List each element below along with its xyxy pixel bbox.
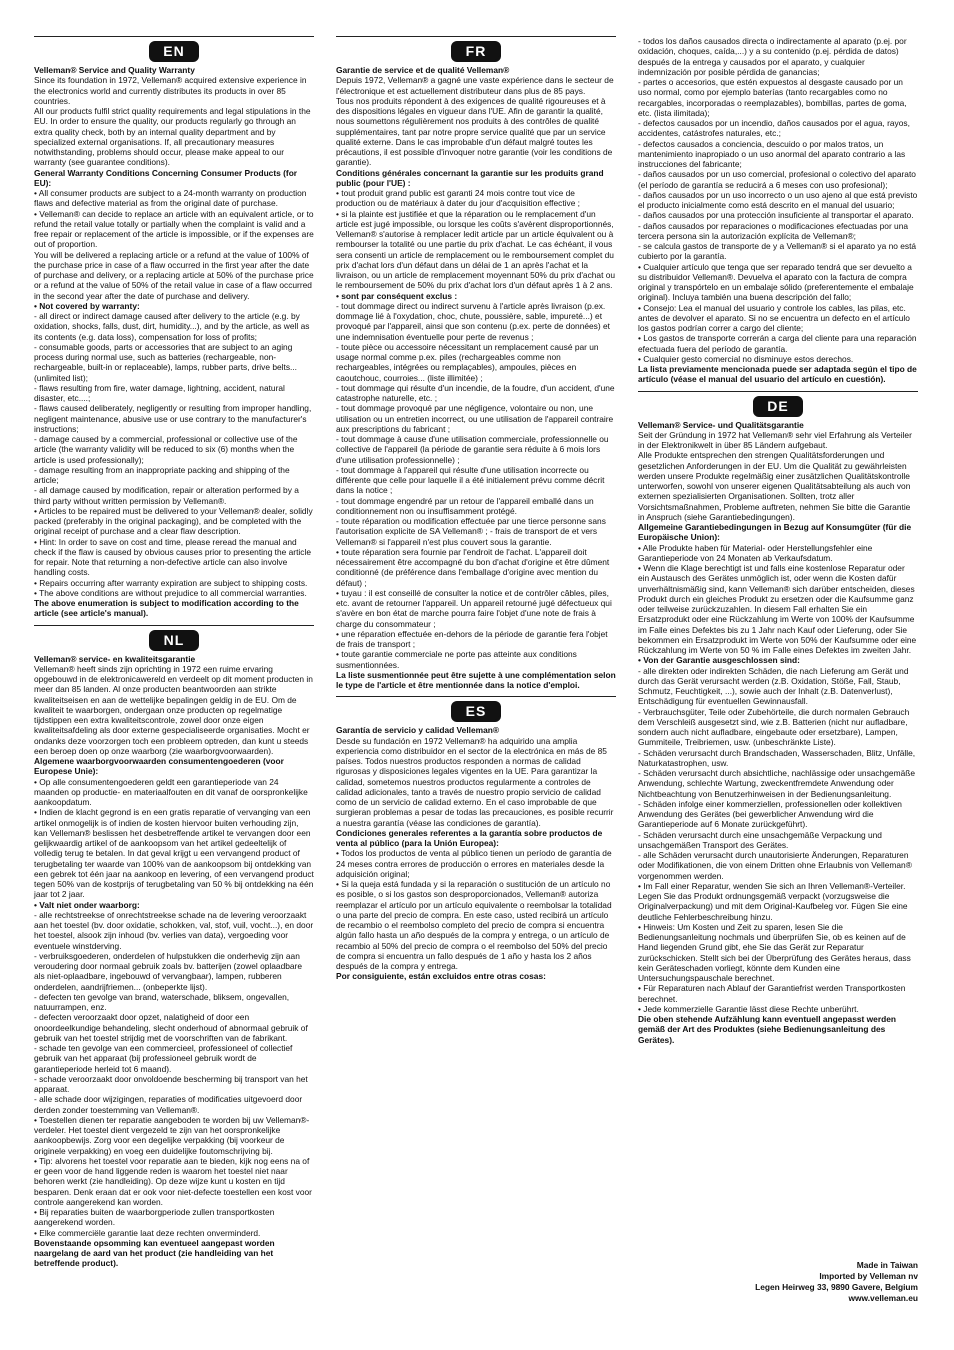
address-line: Legen Heirweg 33, 9890 Gavere, Belgium (755, 1281, 918, 1292)
importer-line: Imported by Velleman nv (819, 1270, 918, 1281)
exclusions-text: - todos los daños causados directa o indirectamente al aparato (p.ej. por oxidación, choques, caída,...) y a su contenido (p.ej. pérdida de datos) después de la entrega y causados por el aparato, y cualquier indemnización por posible pérdida de ganancias; - partes o accesorios, que estén expuestos al desgaste causado por un uso normal, como por ejemplo baterías (tanto recargables como no recargables, incorporadas o reemplazables), bombillas, partes de goma, etc. (lista ilimitada); - defectos causados por un incendio, daños causados por el agua, rayos, accidentes, catástrofes naturales, etc.; - defectos causados a conciencia, descuido o por malos tratos, un mantenimiento inapropiado o un uso anormal del aparato contrario a las instrucciones del fabricante; - daños causados por un uso comercial, profesional o colectivo del aparato (el período de garantía se reducirá a 6 meses con uso profesional); - daños causados por un uso incorrecto o un uso ajeno al que está previsto el producto inicialmente como está descrito en el manual del usuario; - daños causados por una protección insuficiente al transportar el aparato. - daños causados por reparaciones o modificaciones efectuadas por una tercera persona sin la autorización explícita de Velleman®; - se calcula gastos de transporte de y a Velleman® si el aparato ya no está cubierto por la garantía. • Cualquier artículo que tenga que ser reparado tendrá que ser devuelto a su distribuidor Velleman®. Devuelva el aparato con la factura de compra original y transpórtelo en un embalaje sólido (preferentemente el embalaje original). Incluya también una buena descripción del fallo; • Consejo: Lea el manual del usuario y controle los cables, las pilas, etc. antes de devolver el aparato. Si no se encuentra un defecto en el artículo los gastos podrían correr a cargo del cliente; • Los gastos de transporte correrán a carga del cliente para una reparación efectuada fuera del período de garantía. • Cualquier gesto comercial no disminuye estos derechos. (638, 36, 918, 364)
section-fr (336, 36, 619, 690)
conditions-heading: Algemene waarborgvoorwaarden consumentengoederen (voor Europese Unie): (34, 756, 287, 777)
imprint-footer (638, 1260, 918, 1304)
section-es (336, 696, 616, 981)
intro-text: Seit der Gründung in 1972 hat Velleman® sehr viel Erfahrung als Verteiler in der Elektronikwelt in über 85 Ländern aufgebaut. Alle Produkte entsprechen den strengen Qualitätsforderungen und gesetzlichen Anforderungen in der EU. Um die Qualität zu gewährleisten werden unsere Produkte regelmäßig einer zusätzlichen Qualitätskontrolle unterworfen, sowohl von unserer eigenen Qualitätsabteilung als auch von externen spezialisierten Organisationen. Sollten, trotz aller Vorsichtsmaßnahmen, Probleme auftreten, nehmen Sie bitte die Garantie in Anspruch (siehe Garantiebedingungen). (638, 429, 912, 522)
exclusions-heading: • sont par conséquent exclus : (336, 290, 458, 301)
language-badge-de: DE (753, 396, 803, 417)
conditions-text: • Todos los productos de venta al público tienen un período de garantía de 24 meses contra errores de producción o errores en materiales desde la adquisición original; • Si la queja está fundada y si la reparación o sustitución de un artículo no es posible, o si los gastos son desproporcionados, Velleman® autoriza reemplazar el artículo por un artículo equivalente o reembolsar la totalidad o una parte del precio de compra. En este caso, usted recibirá un artículo de recambio o el reembolso completo del precio de compra si encuentra algún fallo hasta un año después de la compra y entrega, o un artículo de recambio al 50% del precio de compra o el reembolso del 50% del precio de compra si encuentra un fallo después de 1 año y hasta los 2 años después de la compra y entrega. (336, 848, 612, 971)
exclusions-heading: • Von der Garantie ausgeschlossen sind: (638, 655, 800, 666)
intro-text: Depuis 1972, Velleman® a gagné une vaste expérience dans le secteur de l'électronique et est actuellement distributeur dans plus de 85 pays. Tous nos produits répondent à des exigences de qualité rigoureuses et à des dispositions légales en vigueur dans l'UE. Afin de garantir la qualité, nous soumettons régulièrement nos produits à des contrôles de qualité supplémentaires, tant par notre propre service qualité que par un service qualité externe. Dans le cas improbable d'un défaut malgré toutes les précautions, il est possible d'invoquer notre garantie (voir les conditions de garantie). (336, 75, 614, 168)
conditions-text: • All consumer products are subject to a 24-month warranty on production flaws and defective material as from the original date of purchase. • Velleman® can decide to replace an article with an equivalent article, or to refund the retail value totally or partially when the complaint is valid and a free repair or replacement of the article is impossible, or if the expenses are out of proportion. You will be delivered a replacing article or a refund at the value of 100% of the purchase price in case of a flaw occurred in the first year after the date of purchase and delivery, or a replacing article at 50% of the purchase price or a refund at the value of 50% of the retail value in case of a flaw occurred in the second year after the date of purchase and delivery. (34, 188, 314, 301)
section-title: Garantía de servicio y calidad Velleman® (336, 725, 500, 736)
intro-text: Since its foundation in 1972, Velleman® acquired extensive experience in the electronics world and currently distributes its products in over 85 countries. All our products fulfil strict quality requirements and legal stipulations in the EU. In order to ensure the quality, our products regularly go through an extra quality check, both by an internal quality department and by specialized external organisations. If, all precautionary measures notwithstanding, problems should occur, please make appeal to our warranty (see guarantee conditions). (34, 75, 311, 168)
language-badge-fr: FR (451, 41, 501, 62)
section-title: Garantie de service et de qualité Velleman® (336, 65, 510, 75)
column-3 (638, 36, 918, 1051)
closing-note: Bovenstaande opsomming kan eventueel aangepast worden naargelang de aard van het product (zie handleiding van het betreffende product). (34, 1237, 277, 1269)
closing-note: The above enumeration is subject to modification according to the article (see article's manual). (34, 598, 302, 619)
column-1 (34, 36, 314, 1275)
conditions-heading: Condiciones generales referentes a la garantía sobre productos de venta al público (para la Unión Europea): (336, 827, 605, 848)
conditions-heading: General Warranty Conditions Concerning Consumer Products (for EU): (34, 167, 300, 188)
exclusions-text: - alle direkten oder indirekten Schäden, die nach Lieferung am Gerät und durch das Gerät verursacht werden (z.B. Oxidation, Stöße, Fall, Staub, Schmutz, Feuchtigkeit, ...), sowie auch der Inhalt (z.B. Datenverlust), Entschädigung für eventuellen Gewinnausfall. - Verbrauchsgüter, Teile oder Zubehörteile, die durch normalen Gebrauch dem Verschleiß ausgesetzt sind, wie z.B. Batterien (nicht nur aufladbare, sondern auch nicht aufladbare, eingebaute oder ersetzbare), Lampen, Gummiteile, Treibriemen, usw. (unbeschränkte Liste). - Schäden verursacht durch Brandschaden, Wasserschaden, Blitz, Unfälle, Naturkatastrophen, usw. - Schäden verursacht durch absichtliche, nachlässige oder unsachgemäße Anwendung, schlechte Wartung, zweckentfremdete Anwendung oder Nichtbeachtung von Benutzerhinweisen in der Bedienungsanleitung. - Schäden infolge einer kommerziellen, professionellen oder kollektiven Anwendung des Gerätes (bei gewerblicher Anwendung wird die Garantieperiode auf 6 Monate zurückgeführt). - Schäden verursacht durch eine unsachgemäße Verpackung und unsachgemäßen Transport des Gerätes. - alle Schäden verursacht durch unautorisierte Änderungen, Reparaturen oder Modifikationen, die von einem Dritten ohne Erlaubnis von Velleman® vorgenommen werden. • Im Fall einer Reparatur, wenden Sie sich an Ihren Velleman®-Verteiler. Legen Sie das Produkt ordnungsgemäß verpackt (vorzugsweise die Originalverpackung) und mit dem Original-Kaufbeleg vor. Fügen Sie eine deutliche Fehlerbeschreibung hinzu. • Hinweis: Um Kosten und Zeit zu sparen, lesen Sie die Bedienungsanleitung nochmals und überprüfen Sie, ob es keinen auf de Hand liegenden Grund gibt, ehe Sie das Gerät zur Reparatur zurückschicken. Stellt sich bei der Überprüfung des Gerätes heraus, dass kein Geräteschaden vorliegt, könnte dem Kunden eine Untersuchungspauschale berechnet. • Für Reparaturen nach Ablauf der Garantiefrist werden Transportkosten berechnet. • Jede kommerzielle Garantie lässt diese Rechte unberührt. (638, 665, 916, 1014)
language-badge-en: EN (149, 41, 199, 62)
section-title: Velleman® service- en kwaliteitsgarantie (34, 653, 196, 664)
exclusions-text: - alle rechtstreekse of onrechtstreekse schade na de levering veroorzaakt aan het toestel (bv. door oxidatie, schokken, val, stof, vuil, vocht...), en door het toestel, alsook zijn inhoud (bv. verlies van data), vergoeding voor eventuele winstderving. - verbruiksgoederen, onderdelen of hulpstukken die onderhevig zijn aan veroudering door normaal gebruik zoals bv. batterijen (zowel oplaadbare als niet-oplaadbare, ingebouwd of vervangbaar), lampen, rubberen onderdelen, aandrijfriemen... (onbeperkte lijst). - defecten ten gevolge van brand, waterschade, bliksem, ongevallen, natuurrampen, enz. - defecten veroorzaakt door opzet, nalatigheid of door een onoordeelkundige behandeling, slecht onderhoud of abnormaal gebruik of gebruik van het toestel strijdig met de voorschriften van de fabrikant. - schade ten gevolge van een commercieel, professioneel of collectief gebruik van het apparaat (bij professioneel gebruik wordt de garantieperiode herleid tot 6 maand). - schade veroorzaakt door onvoldoende bescherming bij transport van het apparaat. - alle schade door wijzigingen, reparaties of modificaties uitgevoerd door derden zonder toestemming van Velleman®. • Toestellen dienen ter reparatie aangeboden te worden bij uw Velleman®-verdeler. Het toestel dient vergezeld te zijn van het oorspronkelijke aankoopbewijs. Zorg voor een degelijke verpakking (bij voorkeur de originele verpakking) en voeg een duidelijke foutomschrijving bij. • Tip: alvorens het toestel voor reparatie aan te bieden, kijk nog eens na of er geen voor de hand liggende reden is waarom het toestel niet naar behoren werkt (zie handleiding). Op deze wijze kunt u kosten en tijd besparen. Denk eraan dat er ook voor niet-defecte toestellen een kost voor controle aangerekend kan worden. • Bij reparaties buiten de waarborgperiode zullen transportkosten aangerekend worden. • Elke commerciële garantie laat deze rechten onverminderd. (34, 909, 314, 1238)
column-2 (336, 36, 619, 988)
exclusions-text: - tout dommage direct ou indirect survenu à l'article après livraison (p.ex. dommage lié à l'oxydation, choc, chute, poussière, sable, impureté...) et provoqué par l'appareil, ainsi que son contenu (p.ex. perte de données) et une indemnisation éventuelle pour perte de revenus ; - toute pièce ou accessoire nécessitant un remplacement causé par un usage normal comme p.ex. piles (rechargeables comme non rechargeables, intégrées ou remplaçables), ampoules, pièces en caoutchouc, courroies... (liste illimitée) ; - tout dommage qui résulte d'un incendie, de la foudre, d'un accident, d'une catastrophe naturelle, etc. ; - tout dommage provoqué par une négligence, volontaire ou non, une utilisation ou un entretien incorrect, ou une utilisation de l'appareil contraire aux prescriptions du fabricant ; - tout dommage à cause d'une utilisation commerciale, professionnelle ou collective de l'appareil (la période de garantie sera réduite à 6 mois lors d'une utilisation professionnelle) ; - tout dommage à l'appareil qui résulte d'une utilisation incorrecte ou différente que celle pour laquelle il a été initialement prévu comme décrit dans la notice ; - tout dommage engendré par un retour de l'appareil emballé dans un conditionnement non ou insuffisamment protégé. - toute réparation ou modification effectuée par une tierce personne sans l'autorisation explicite de SA Velleman® ; - frais de transport de et vers Velleman® si l'appareil n'est plus couvert sous la garantie. • toute réparation sera fournie par l'endroit de l'achat. L'appareil doit nécessairement être accompagné du bon d'achat d'origine et être dûment conditionné (de préférence dans l'emballage d'origine avec mention du défaut) ; • tuyau : il est conseillé de consulter la notice et de contrôler câbles, piles, etc. avant de retourner l'appareil. Un appareil retourné jugé défectueux qui s'avère en bon état de marche pourra faire l'objet d'une note de frais à charge du consommateur ; • une réparation effectuée en-dehors de la période de garantie fera l'objet de frais de transport ; • toute garantie commerciale ne porte pas atteinte aux conditions susmentionnées. (336, 300, 615, 670)
section-title: Velleman® Service and Quality Warranty (34, 65, 195, 75)
conditions-heading: Allgemeine Garantiebedingungen in Bezug auf Konsumgüter (für die Europäische Union): (638, 522, 914, 543)
origin-line: Made in Taiwan (856, 1260, 918, 1270)
intro-text: Desde su fundación en 1972 Velleman® ha adquirido una amplia experiencia como distribuidor en el sector de la electrónica en más de 85 países. Todos nuestros productos responden a normas de calidad rigurosas y disposiciones legales vigentes en la UE. Para garantizar la calidad, sometemos nuestros productos regularmente a controles de calidad adicionales, tanto a través de nuestro propio servicio de calidad como de un servicio de calidad externo. En el caso improbable de que surgieran problemas a pesar de todas las precauciones, es posible recurrir a nuestra garantía (véase las condiciones de garantía). (336, 735, 616, 828)
closing-note: La lista previamente mencionada puede ser adaptada según el tipo de artículo (véase el manual del usuario del artículo en cuestión). (638, 364, 920, 385)
conditions-text: • tout produit grand public est garanti 24 mois contre tout vice de production ou de matériaux à dater du jour d'acquisition effective ; • si la plainte est justifiée et que la réparation ou le remplacement d'un article est jugé impossible, ou lorsque les coûts s'avèrent disproportionnés, Velleman® s'autorise à remplacer ledit article par un article équivalent ou à rembourser la totalité ou une partie du prix d'achat. Le cas échéant, il vous sera consenti un article de remplacement ou le remboursement complet du prix d'achat lors d'un défaut dans un délai de 1 an après l'achat et la livraison, ou un article de remplacement moyennant 50% du prix d'achat ou le remboursement de 50% du prix d'achat lors d'un défaut après 1 à 2 ans. (336, 188, 616, 291)
language-badge-nl: NL (149, 630, 199, 651)
website-line: www.velleman.eu (848, 1292, 918, 1303)
section-en (34, 36, 314, 619)
conditions-heading: Conditions générales concernant la garantie sur les produits grand public (pour l'UE) : (336, 167, 606, 188)
exclusions-text: - all direct or indirect damage caused after delivery to the article (e.g. by oxidation, shocks, falls, dust, dirt, humidity...), and by the article, as well as its contents (e.g. data loss), compensation for loss of profits; - consumable goods, parts or accessories that are subject to an aging process during normal use, such as batteries (rechargeable, non-rechargeable, built-in or replaceable), lamps, rubber parts, drive belts... (unlimited list); - flaws resulting from fire, water damage, lightning, accident, natural disaster, etc....; - flaws caused deliberately, negligently or resulting from improper handling, negligent maintenance, abusive use or use contrary to the manufacturer's instructions; - damage caused by a commercial, professional or collective use of the article (the warranty validity will be reduced to six (6) months when the article is used professionally); - damage resulting from an inappropriate packing and shipping of the article; - all damage caused by modification, repair or alteration performed by a third party without written permission by Velleman®. • Articles to be repaired must be delivered to your Velleman® dealer, solidly packed (preferably in the original packaging), and be completed with the original receipt of purchase and a clear flaw description. • Hint: In order to save on cost and time, please reread the manual and check if the flaw is caused by obvious causes prior to presenting the article for repair. Note that returning a non-defective article can also involve handling costs. • Repairs occurring after warranty expiration are subject to shipping costs. • The above conditions are without prejudice to all commercial warranties. (34, 311, 313, 598)
section-de (638, 391, 918, 1045)
intro-text: Velleman® heeft sinds zijn oprichting in 1972 een ruime ervaring opgebouwd in de elektronicawereld en verdeelt op dit moment producten in meer dan 85 landen. Al onze producten beantwoorden aan strikte kwaliteitseisen en aan de wettelijke bepalingen geldig in de EU. Om de kwaliteit te waarborgen, ondergaan onze producten op regelmatige tijdstippen een extra kwaliteitscontrole, zowel door onze eigen kwaliteitsafdeling als door externe gespecialiseerde organisaties. Mocht er ondanks deze voorzorgen toch een probleem optreden, dan kunt u steeds een beroep doen op onze waarborg (zie waarborgvoorwaarden). (34, 663, 316, 756)
language-badge-es: ES (451, 701, 501, 722)
conditions-text: • Alle Produkte haben für Material- oder Herstellungsfehler eine Garantieperiode von 24 Monaten ab Verkaufsdatum. • Wenn die Klage berechtigt ist und falls eine kostenlose Reparatur oder ein Austausch des Gerätes unmöglich ist, oder wenn die Kosten dafür unverhältnismäßig sind, kann Velleman® sich darüber entscheiden, dieses Produkt durch ein gleiches Produkt zu ersetzen oder die Kaufsumme ganz oder teilweise zurückzuzahlen. In diesem Fall erhalten Sie ein Ersatzprodukt oder eine Rückzahlung im Werte von 100% der Kaufsumme im Falle eines Defektes bis zu 1 Jahr nach Kauf oder Lieferung, oder Sie bekommen ein Ersatzprodukt im Werte von 50% der Kaufsumme oder eine Rückzahlung im Werte von 50 % im Falle eines Defektes im zweiten Jahr. (638, 542, 917, 655)
section-title: Velleman® Service- und Qualitätsgarantie (638, 419, 804, 430)
exclusions-heading: Por consiguiente, están excluidos entre otras cosas: (336, 971, 546, 982)
exclusions-heading: • Not covered by warranty: (34, 300, 140, 311)
closing-note: Die oben stehende Aufzählung kann eventuell angepasst werden gemäß der Art des Produktes (siehe Bedienungsanleitung des Gerätes). (638, 1014, 899, 1045)
exclusions-heading: • Valt niet onder waarborg: (34, 899, 140, 910)
closing-note: La liste susmentionnée peut être sujette à une complémentation selon le type de l'article et être mentionnée dans la notice d'emploi. (336, 669, 619, 690)
section-nl (34, 625, 314, 1269)
conditions-text: • Op alle consumentengoederen geldt een garantieperiode van 24 maanden op productie- en materiaalfouten en dit vanaf de oorspronkelijke aankoopdatum. • Indien de klacht gegrond is en een gratis reparatie of vervanging van een artikel onmogelijk is of indien de kosten hiervoor buiten verhouding zijn, kan Velleman® beslissen het desbetreffende artikel te vervangen door een gelijkwaardig artikel of de aankoopsom van het artikel gedeeltelijk of volledig terug te betalen. In dat geval krijgt u een vervangend product of terugbetaling ter waarde van 100% van de aankoopsom bij ontdekking van een gebrek tot één jaar na aankoop en levering, of een vervangend product tegen 50% van de kostprijs of terugbetaling van 50 % bij ontdekking na één jaar tot 2 jaar. (34, 776, 314, 900)
section-es-continued (638, 36, 918, 385)
